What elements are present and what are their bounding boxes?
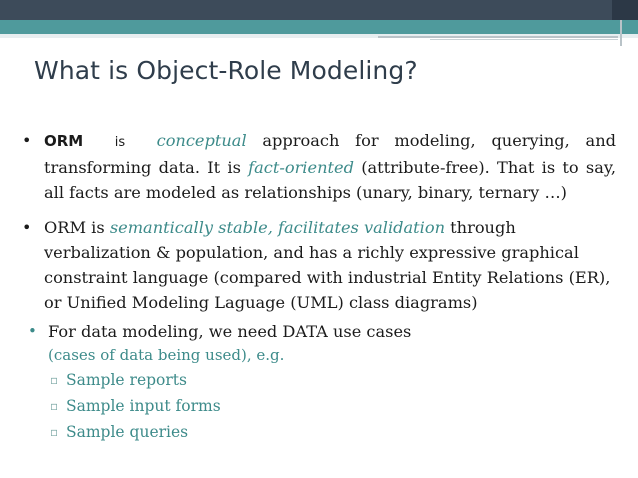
- list-item-label: Sample queries: [66, 423, 189, 441]
- sub-bullet-dot: •: [28, 322, 37, 340]
- bullet-dot: •: [22, 218, 32, 237]
- header-accent-line: [378, 36, 618, 38]
- sub-bullet-text: For data modeling, we need DATA use cases: [48, 322, 412, 341]
- sub-bullet-note: (cases of data being used), e.g.: [48, 346, 285, 364]
- header-band-dark: [0, 0, 638, 20]
- orm-term: ORM: [44, 132, 84, 150]
- list-item: [22, 419, 616, 445]
- slide-body: [22, 128, 616, 445]
- emphasis-conceptual: conceptual: [156, 131, 247, 150]
- emphasis-fact-oriented: fact-oriented: [248, 158, 354, 177]
- square-bullet-icon: ▫: [50, 425, 59, 439]
- bullet-text-part: (attribute-free). That is to say, all facts are modeled as relationships (unary, binary, ternary …): [44, 158, 616, 202]
- square-bullet-icon: ▫: [50, 399, 59, 413]
- bullet-text-part: through verbalization & population, and has a richly expressive graphical constraint language (compared with industrial Entity Relations (ER), or Unified Modeling Laguage (UML) class diagrams): [44, 218, 611, 312]
- header-accent-line-thin: [430, 39, 618, 40]
- bullet-orm-properties: [22, 215, 616, 315]
- header-band-corner: [612, 0, 638, 20]
- bullet-orm-definition: [22, 128, 616, 205]
- bullet-text-part: approach for modeling, querying, and transforming data. It is: [44, 131, 616, 177]
- bullet-text-part: ORM is: [44, 218, 110, 237]
- list-item: [22, 367, 616, 393]
- slide-title: What is Object-Role Modeling?: [34, 56, 418, 85]
- header-accent-vertical: [620, 20, 622, 46]
- emphasis-semantically-stable: semantically stable, facilitates validation: [109, 218, 445, 237]
- square-bullet-icon: ▫: [50, 373, 59, 387]
- header-band: [0, 0, 638, 40]
- header-band-teal: [0, 20, 638, 34]
- list-item-label: Sample reports: [66, 371, 187, 389]
- sub-bullet-data-modeling: [22, 320, 616, 343]
- list-item: [22, 393, 616, 419]
- list-item-label: Sample input forms: [66, 397, 221, 415]
- bullet-dot: •: [22, 131, 32, 150]
- is-word: is: [114, 135, 126, 150]
